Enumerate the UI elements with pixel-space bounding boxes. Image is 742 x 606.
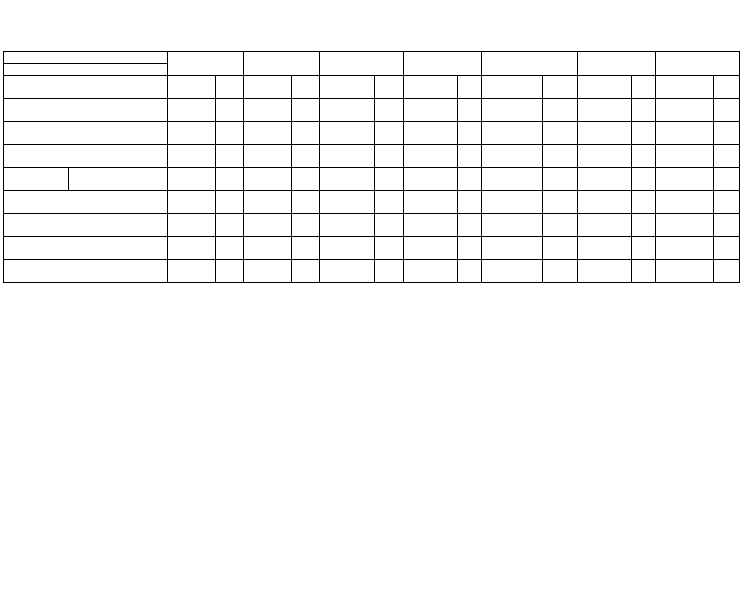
room-cell (375, 122, 404, 145)
doctor-name-cell (656, 168, 714, 191)
doctor-name-cell (656, 214, 714, 237)
table-row (4, 237, 740, 260)
header-room (714, 76, 740, 99)
header-room (375, 76, 404, 99)
table-row (4, 260, 740, 283)
room-cell (714, 260, 740, 283)
doctor-name-cell (578, 122, 632, 145)
doctor-name-cell (404, 122, 458, 145)
doctor-name-cell (320, 191, 375, 214)
doctor-name-cell (482, 214, 543, 237)
specialty-cell (4, 168, 168, 191)
doctor-name-cell (168, 191, 216, 214)
table-row (4, 168, 740, 191)
doctor-name-cell (656, 191, 714, 214)
room-cell (216, 145, 244, 168)
doctor-name-cell (320, 168, 375, 191)
header-name (656, 76, 714, 99)
doctor-name-cell (482, 237, 543, 260)
doctor-name-cell (168, 145, 216, 168)
room-cell (216, 99, 244, 122)
header-corner (4, 52, 168, 64)
doctor-name-cell (168, 99, 216, 122)
header-corner-dept (4, 64, 168, 76)
specialty-cell (4, 145, 168, 168)
room-cell (216, 214, 244, 237)
header-name (320, 76, 375, 99)
doctor-name-cell (168, 260, 216, 283)
room-cell (292, 122, 320, 145)
specialty-cell (4, 237, 168, 260)
doctor-name-cell (482, 260, 543, 283)
room-cell (543, 145, 578, 168)
room-cell (292, 99, 320, 122)
room-cell (632, 168, 656, 191)
room-cell (458, 260, 482, 283)
doctor-name-cell (244, 237, 292, 260)
doctor-name-cell (482, 145, 543, 168)
room-cell (375, 145, 404, 168)
doctor-name-cell (168, 168, 216, 191)
doctor-name-cell (320, 260, 375, 283)
room-cell (375, 214, 404, 237)
room-cell (458, 237, 482, 260)
doctor-name-cell (578, 145, 632, 168)
doctor-name-cell (404, 260, 458, 283)
doctor-name-cell (244, 145, 292, 168)
schedule-table (3, 51, 740, 283)
doctor-name-cell (482, 122, 543, 145)
room-cell (543, 168, 578, 191)
header-name (482, 76, 543, 99)
doctor-name-cell (578, 191, 632, 214)
day-header-3 (320, 52, 404, 76)
room-cell (292, 191, 320, 214)
room-cell (375, 99, 404, 122)
header-name (168, 76, 216, 99)
room-cell (458, 122, 482, 145)
room-cell (375, 168, 404, 191)
room-cell (632, 122, 656, 145)
room-cell (632, 237, 656, 260)
room-cell (714, 99, 740, 122)
doctor-name-cell (656, 145, 714, 168)
doctor-name-cell (656, 237, 714, 260)
specialty-cell (4, 122, 168, 145)
room-cell (375, 260, 404, 283)
room-cell (714, 214, 740, 237)
room-cell (458, 99, 482, 122)
room-cell (375, 237, 404, 260)
doctor-name-cell (404, 237, 458, 260)
room-cell (216, 122, 244, 145)
doctor-name-cell (578, 99, 632, 122)
room-cell (632, 145, 656, 168)
doctor-name-cell (578, 168, 632, 191)
room-cell (292, 237, 320, 260)
doctor-name-cell (656, 122, 714, 145)
room-cell (543, 99, 578, 122)
room-cell (458, 168, 482, 191)
room-cell (714, 122, 740, 145)
doctor-name-cell (578, 237, 632, 260)
doctor-name-cell (320, 214, 375, 237)
doctor-name-cell (482, 191, 543, 214)
header-corner-dept-label (7, 64, 15, 75)
room-cell (632, 214, 656, 237)
doctor-name-cell (244, 191, 292, 214)
room-cell (216, 168, 244, 191)
room-cell (714, 145, 740, 168)
header-name (404, 76, 458, 99)
doctor-name-cell (244, 168, 292, 191)
doctor-name-cell (168, 237, 216, 260)
specialty-cell (4, 99, 168, 122)
table-row (4, 145, 740, 168)
room-cell (458, 214, 482, 237)
doctor-name-cell (320, 237, 375, 260)
doctor-name-cell (244, 214, 292, 237)
header-room (632, 76, 656, 99)
room-cell (714, 191, 740, 214)
doctor-name-cell (656, 260, 714, 283)
doctor-name-cell (578, 214, 632, 237)
doctor-name-cell (656, 99, 714, 122)
doctor-name-cell (320, 99, 375, 122)
room-cell (632, 260, 656, 283)
day-header-7 (656, 52, 740, 76)
room-cell (216, 260, 244, 283)
doctor-name-cell (168, 214, 216, 237)
doctor-name-cell (404, 191, 458, 214)
room-cell (543, 122, 578, 145)
page-title (0, 0, 742, 32)
room-cell (543, 260, 578, 283)
table-row (4, 214, 740, 237)
header-room (458, 76, 482, 99)
room-cell (543, 214, 578, 237)
doctor-name-cell (404, 99, 458, 122)
specialty-cell (4, 214, 168, 237)
header-specialty (4, 76, 168, 99)
header-name (244, 76, 292, 99)
room-cell (292, 145, 320, 168)
doctor-name-cell (244, 260, 292, 283)
table-row (4, 122, 740, 145)
room-cell (714, 168, 740, 191)
room-cell (216, 237, 244, 260)
header-name (578, 76, 632, 99)
specialty-cell (4, 191, 168, 214)
doctor-name-cell (320, 145, 375, 168)
day-header-6 (578, 52, 656, 76)
room-cell (292, 214, 320, 237)
doctor-name-cell (482, 168, 543, 191)
doctor-name-cell (404, 145, 458, 168)
doctor-name-cell (482, 99, 543, 122)
day-header-4 (404, 52, 482, 76)
doctor-name-cell (320, 122, 375, 145)
doctor-name-cell (578, 260, 632, 283)
day-header-2 (244, 52, 320, 76)
room-cell (458, 191, 482, 214)
room-cell (292, 168, 320, 191)
room-cell (632, 99, 656, 122)
room-cell (543, 191, 578, 214)
room-cell (216, 191, 244, 214)
table-row (4, 99, 740, 122)
room-cell (543, 237, 578, 260)
room-cell (714, 237, 740, 260)
room-cell (458, 145, 482, 168)
doctor-name-cell (168, 122, 216, 145)
cell-divider (68, 168, 69, 190)
doctor-name-cell (244, 122, 292, 145)
doctor-name-cell (244, 99, 292, 122)
specialty-group (4, 260, 168, 283)
doctor-name-cell (404, 168, 458, 191)
room-cell (292, 260, 320, 283)
header-room (216, 76, 244, 99)
header-room (292, 76, 320, 99)
table-row (4, 191, 740, 214)
header-room (543, 76, 578, 99)
doctor-name-cell (404, 214, 458, 237)
day-header-1 (168, 52, 244, 76)
day-header-5 (482, 52, 578, 76)
room-cell (632, 191, 656, 214)
room-cell (375, 191, 404, 214)
